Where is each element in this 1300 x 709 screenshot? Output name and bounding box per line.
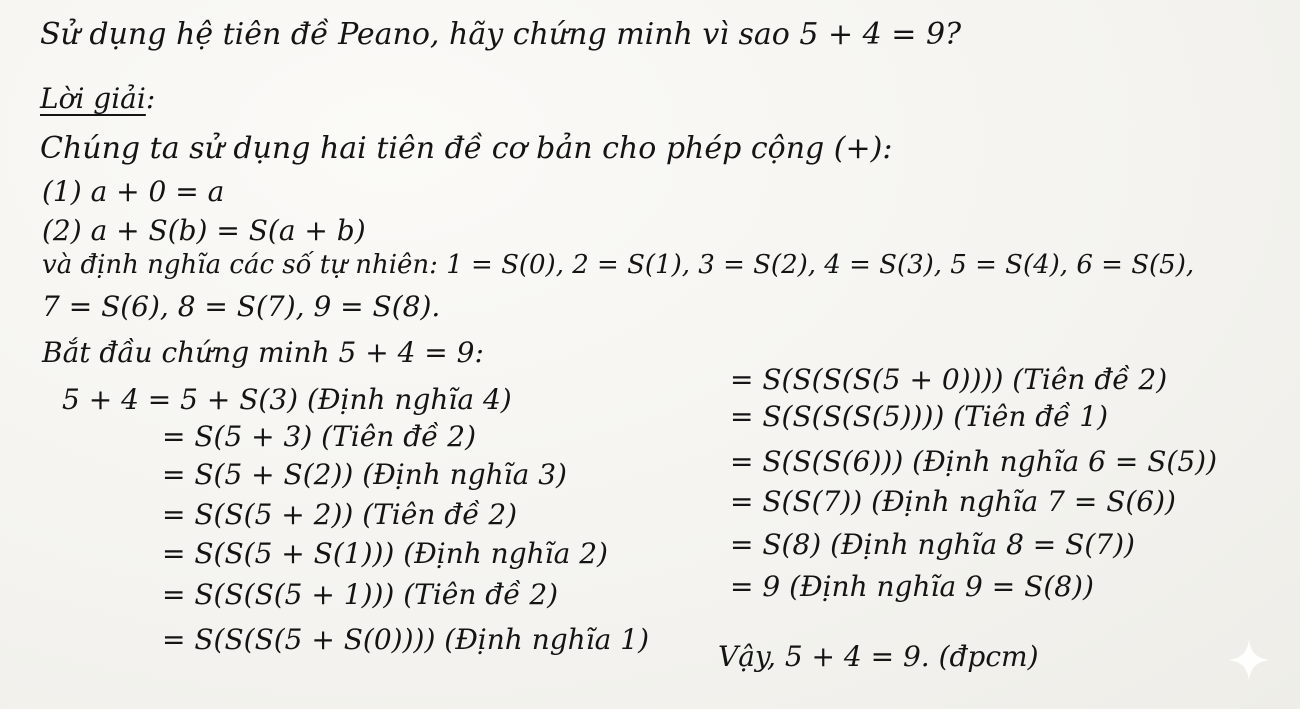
solution-heading: Lời giải (40, 82, 146, 115)
axiom-2: (2) a + S(b) = S(a + b) (42, 214, 366, 247)
proof-step-right: = S(8) (Định nghĩa 8 = S(7)) (730, 528, 1135, 561)
proof-step-left: = S(S(S(5 + 1))) (Tiên đề 2) (162, 578, 559, 611)
definition-line-1: và định nghĩa các số tự nhiên: 1 = S(0), 2 = S(1), 3 = S(2), 4 = S(3), 5 = S(4), 6 = S(5), (42, 250, 1195, 280)
intro-text: Chúng ta sử dụng hai tiên đề cơ bản cho phép cộng (+): (40, 131, 893, 166)
proof-step-right: = S(S(S(6))) (Định nghĩa 6 = S(5)) (730, 445, 1217, 478)
proof-step-left: = S(5 + S(2)) (Định nghĩa 3) (162, 458, 567, 491)
proof-step-left: = S(S(S(5 + S(0)))) (Định nghĩa 1) (162, 623, 649, 656)
proof-step-right: = 9 (Định nghĩa 9 = S(8)) (730, 570, 1094, 603)
proof-step-right: = S(S(S(S(5 + 0)))) (Tiên đề 2) (730, 363, 1168, 396)
conclusion: Vậy, 5 + 4 = 9. (đpcm) (718, 640, 1039, 673)
sparkle-icon (1226, 637, 1272, 683)
definition-line-2: 7 = S(6), 8 = S(7), 9 = S(8). (42, 290, 441, 323)
solution-heading-colon: : (145, 82, 156, 115)
proof-step-right: = S(S(S(S(5)))) (Tiên đề 1) (730, 400, 1109, 433)
proof-step-right: = S(S(7)) (Định nghĩa 7 = S(6)) (730, 485, 1176, 518)
proof-step-left: = S(S(5 + S(1))) (Định nghĩa 2) (162, 537, 608, 570)
solution-heading-line (40, 82, 155, 116)
problem-statement: Sử dụng hệ tiên đề Peano, hãy chứng minh vì sao 5 + 4 = 9? (40, 17, 962, 52)
proof-start: Bắt đầu chứng minh 5 + 4 = 9: (42, 336, 484, 369)
proof-step-left: = S(5 + 3) (Tiên đề 2) (162, 420, 477, 453)
proof-step-left: 5 + 4 = 5 + S(3) (Định nghĩa 4) (62, 383, 512, 416)
axiom-1: (1) a + 0 = a (42, 175, 225, 208)
proof-step-left: = S(S(5 + 2)) (Tiên đề 2) (162, 498, 518, 531)
